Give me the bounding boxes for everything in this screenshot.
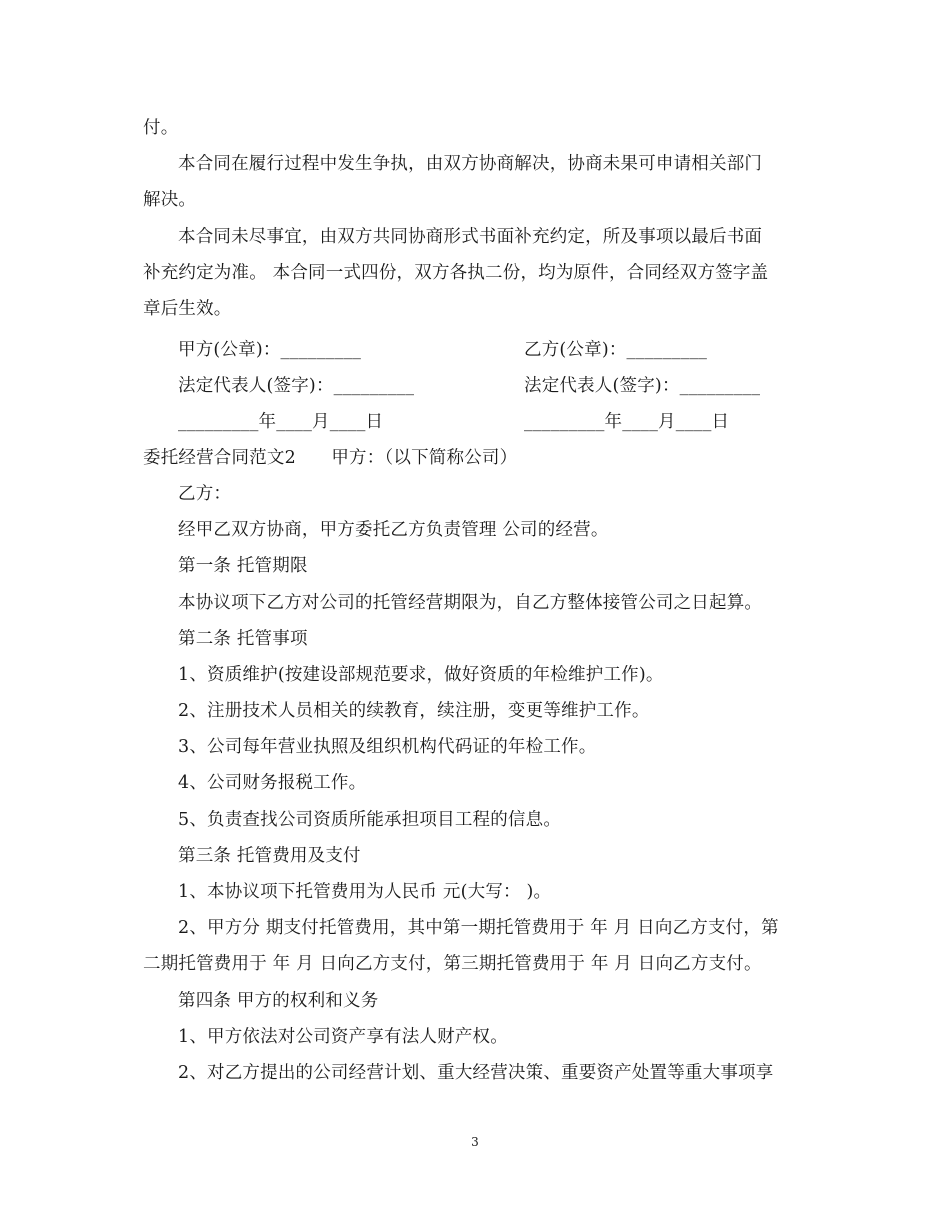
contract-heading: 委托经营合同范文2 甲方：（以下简称公司） (143, 448, 518, 468)
paragraph-line: 付。 (143, 118, 179, 138)
list-item: 1、资质维护(按建设部规范要求，做好资质的年检维护工作)。 (178, 665, 664, 685)
party-a-representative-line: 法定代表人(签字)：_________ (178, 376, 415, 396)
list-item: 2、甲方分 期支付托管费用，其中第一期托管费用于 年 月 日向乙方支付，第 (178, 918, 779, 938)
party-b-seal-line: 乙方(公章)：_________ (524, 340, 708, 360)
article-heading: 第二条 托管事项 (178, 629, 308, 649)
list-item: 4、公司财务报税工作。 (178, 773, 367, 793)
paragraph-line: 二期托管费用于 年 月 日向乙方支付，第三期托管费用于 年 月 日向乙方支付。 (143, 954, 762, 974)
party-a-seal-line: 甲方(公章)：_________ (178, 340, 362, 360)
article-heading: 第四条 甲方的权利和义务 (178, 991, 379, 1011)
list-item: 3、公司每年营业执照及组织机构代码证的年检工作。 (178, 737, 597, 757)
party-b-date-line: _________年____月____日 (524, 412, 730, 432)
party-a-date-line: _________年____月____日 (178, 412, 384, 432)
list-item: 2、对乙方提出的公司经营计划、重大经营决策、重要资产处置等重大事项享 (178, 1063, 774, 1083)
paragraph-line: 补充约定为准。 本合同一式四份，双方各执二份，均为原件，合同经双方签字盖 (143, 263, 769, 283)
list-item: 1、甲方依法对公司资产享有法人财产权。 (178, 1027, 508, 1047)
paragraph-line: 乙方： (178, 484, 232, 504)
party-b-representative-line: 法定代表人(签字)：_________ (524, 376, 761, 396)
article-heading: 第一条 托管期限 (178, 556, 308, 576)
article-heading: 第三条 托管费用及支付 (178, 846, 361, 866)
paragraph-line: 解决。 (143, 190, 197, 210)
paragraph-line: 本合同未尽事宜，由双方共同协商形式书面补充约定，所及事项以最后书面 (178, 227, 763, 247)
list-item: 5、负责查找公司资质所能承担项目工程的信息。 (178, 810, 562, 830)
list-item: 2、注册技术人员相关的续教育，续注册，变更等维护工作。 (178, 701, 650, 721)
list-item: 1、本协议项下托管费用为人民币 元(大写： )。 (178, 882, 552, 902)
paragraph-line: 经甲乙双方协商，甲方委托乙方负责管理 公司的经营。 (178, 520, 609, 540)
paragraph-line: 本协议项下乙方对公司的托管经营期限为，自乙方整体接管公司之日起算。 (178, 593, 763, 613)
paragraph-line: 章后生效。 (143, 299, 232, 319)
page-number: 3 (471, 1135, 479, 1149)
paragraph-line: 本合同在履行过程中发生争执，由双方协商解决，协商未果可申请相关部门 (178, 154, 763, 174)
